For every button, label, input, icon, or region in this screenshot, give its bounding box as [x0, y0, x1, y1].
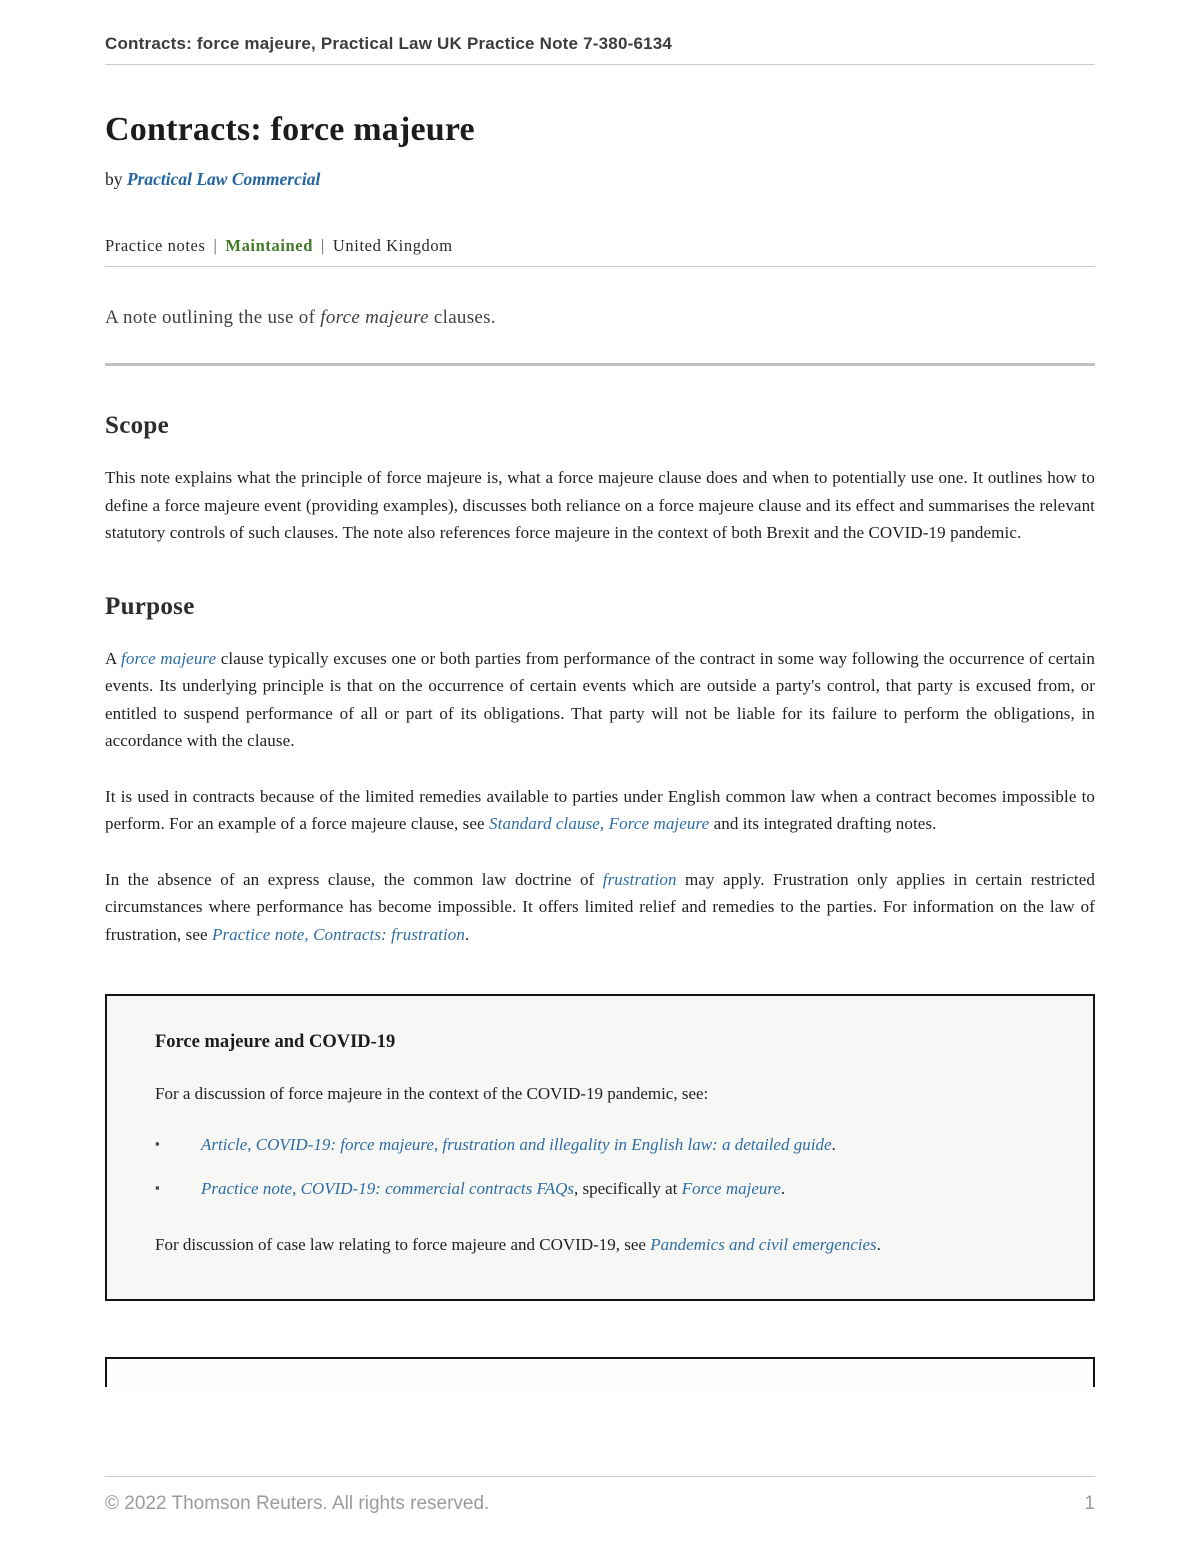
- bullet-icon: ▪: [155, 1180, 160, 1196]
- text-segment: For a discussion of force majeure in the context of the COVID-19 pandemic, see:: [155, 1084, 709, 1104]
- text-segment: and its integrated drafting notes.: [709, 814, 937, 834]
- section-heading-scope: Scope: [105, 412, 169, 439]
- copyright-text: © 2022 Thomson Reuters. All rights reserved.: [105, 1493, 490, 1514]
- inline-link[interactable]: Practice note, Contracts: frustration: [211, 924, 465, 944]
- abstract-rule: [105, 363, 1095, 366]
- bullet-text: [201, 1132, 1045, 1158]
- status-badge: Maintained: [225, 236, 313, 255]
- text-segment: A note outlining the use of: [105, 307, 321, 328]
- inline-link[interactable]: Article, COVID-19: force majeure, frustration and illegality in English law: a detailed guide: [201, 1134, 832, 1154]
- text-segment: force majeure: [320, 307, 429, 328]
- paragraph: [105, 464, 1095, 547]
- meta-rule: [105, 266, 1095, 267]
- page-title: Contracts: force majeure: [105, 111, 475, 148]
- inline-link[interactable]: force majeure: [121, 648, 217, 668]
- text-segment: It is used in contracts because of the limited remedies available to parties under English common law when a contract becomes impossible to perform. For an example of a force majeure clause, see: [105, 786, 1095, 834]
- text-segment: , specifically at: [573, 1179, 682, 1199]
- bullet-list: [155, 1132, 1045, 1203]
- byline-prefix: by: [105, 169, 127, 189]
- inline-link[interactable]: Force majeure: [681, 1179, 781, 1199]
- text-segment: clause typically excuses one or both parties from performance of the contract in some way following the occurrence of certain events. Its underlying principle is that on the occurrence of certain events which are outside a party's control, that party is excused from, or entitled to suspend performance of all or part of its obligations. That party will not be liable for its failure to perform the obligations, in accordance with the clause.: [105, 648, 1095, 751]
- byline: [105, 169, 1095, 190]
- paragraph: [105, 645, 1095, 755]
- box-title: Force majeure and COVID-19: [155, 1032, 396, 1053]
- inline-link[interactable]: Standard clause, Force majeure: [489, 814, 710, 834]
- list-item: [155, 1176, 1045, 1202]
- box-intro-text: [155, 1081, 1045, 1107]
- covid-info-box: [105, 994, 1095, 1300]
- running-header: Contracts: force majeure, Practical Law UK Practice Note 7-380-6134: [105, 34, 673, 53]
- page-footer: [105, 1466, 1095, 1515]
- text-segment: A: [105, 648, 122, 668]
- header-rule: [105, 64, 1095, 65]
- doc-type-label: Practice notes: [105, 236, 206, 255]
- inline-link[interactable]: frustration: [602, 869, 677, 889]
- jurisdiction-label: United Kingdom: [332, 236, 453, 255]
- inline-link[interactable]: Practice note, COVID-19: commercial contracts FAQs: [201, 1179, 574, 1199]
- next-info-box-partial: [105, 1357, 1095, 1387]
- meta-separator: |: [321, 236, 325, 255]
- text-segment: .: [465, 924, 470, 944]
- text-segment: In the absence of an express clause, the common law doctrine of: [105, 869, 603, 889]
- bullet-icon: ▪: [155, 1135, 160, 1151]
- meta-line: [105, 236, 1095, 256]
- text-segment: This note explains what the principle of force majeure is, what a force majeure clause does and when to potentially use one. It outlines how to define a force majeure event (providing examples), discusses both reliance on a force majeure clause and its effect and summarises the relevant statutory controls of such clauses. The note also references force majeure in the context of both Brexit and the COVID-19 pandemic.: [105, 468, 1095, 543]
- paragraph: [105, 783, 1095, 838]
- footer-rule: [105, 1476, 1095, 1477]
- text-segment: clauses.: [428, 307, 496, 328]
- text-segment: .: [780, 1179, 786, 1199]
- paragraph: [105, 866, 1095, 949]
- section-heading-purpose: Purpose: [105, 592, 195, 620]
- abstract-text: [105, 307, 1095, 329]
- list-item: [155, 1132, 1045, 1158]
- box-outro-text: [155, 1232, 1045, 1258]
- text-segment: For discussion of case law relating to force majeure and COVID-19, see: [155, 1235, 651, 1255]
- text-segment: may apply. Frustration only applies in certain restricted circumstances where performance has become impossible. It offers limited relief and remedies to the parties. For information on the law of frustration, see: [105, 869, 1095, 944]
- inline-link[interactable]: Pandemics and civil emergencies: [650, 1235, 877, 1255]
- bullet-text: [201, 1176, 1045, 1202]
- author-link[interactable]: Practical Law Commercial: [126, 169, 321, 189]
- meta-separator: |: [213, 236, 218, 255]
- text-segment: .: [831, 1134, 836, 1154]
- page-number: 1: [1084, 1493, 1095, 1514]
- text-segment: .: [876, 1235, 881, 1255]
